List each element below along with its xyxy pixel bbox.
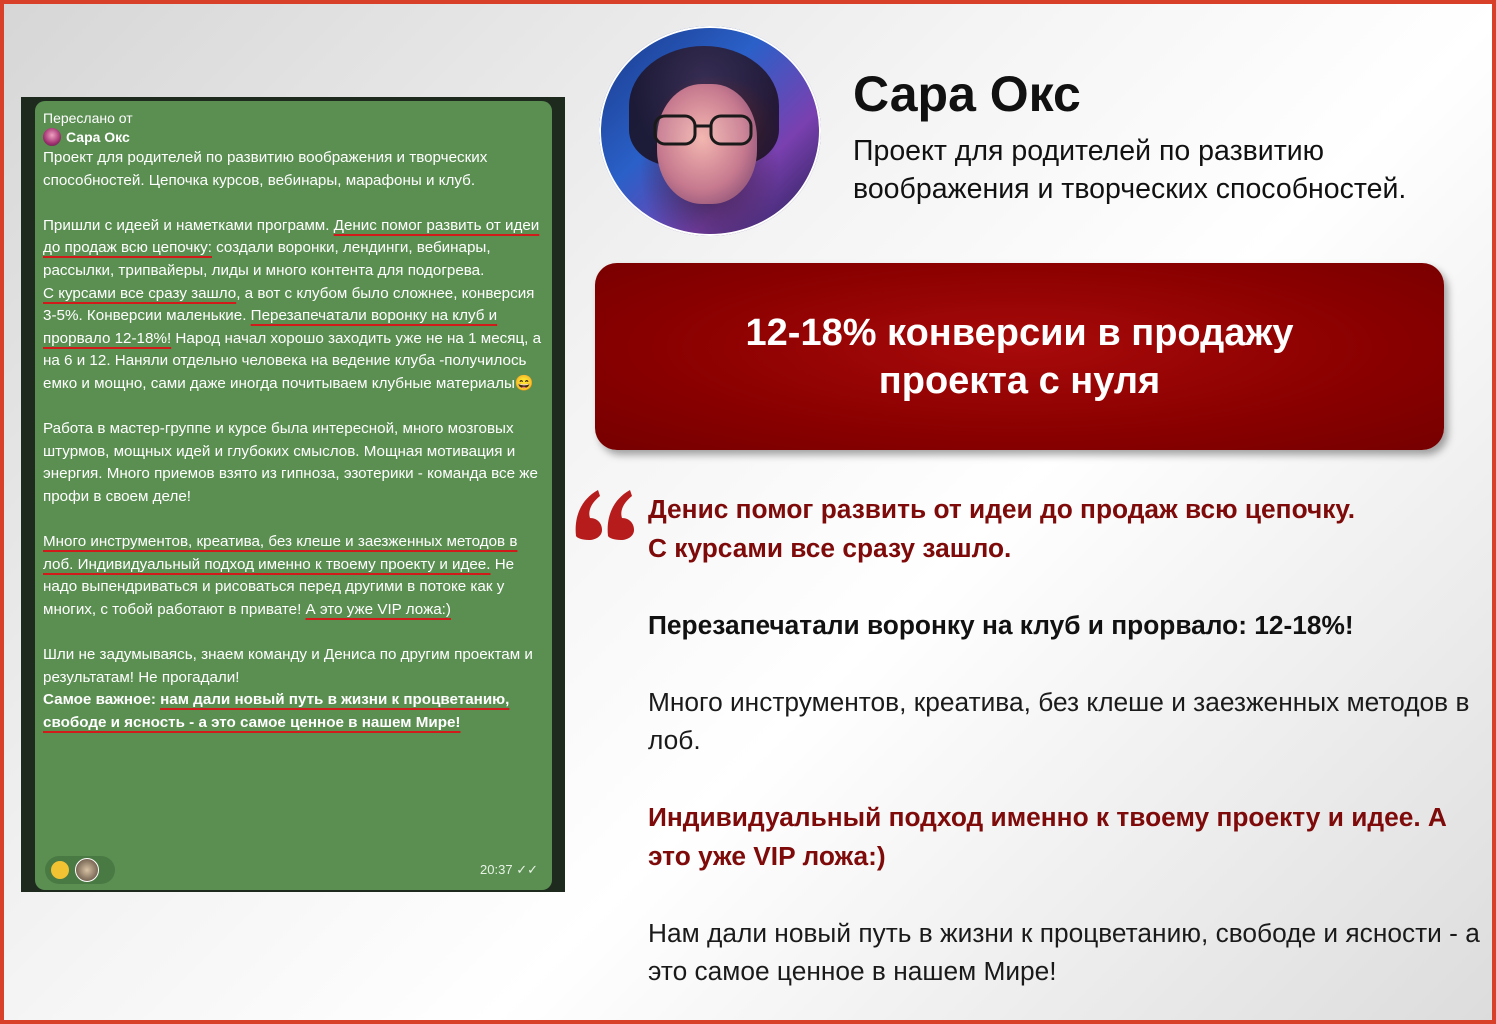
msg-underlined: С курсами все сразу зашло [43, 284, 237, 302]
msg-paragraph-3 [43, 283, 544, 396]
msg-underlined: Много инструментов, креатива, без клеше и заезженных методов в лоб. Индивидуальный подход именно к твоему проекту и идее. [43, 533, 518, 573]
avatar-glasses-icon [649, 110, 759, 150]
quote-line-4: Много инструментов, креатива, без клеше и заезженных методов в лоб. [648, 686, 1470, 755]
banner-line-1: 12-18% конверсии в продажу [745, 311, 1294, 354]
msg-underlined: А это уже VIP ложа:) [305, 600, 451, 618]
chat-message-text [43, 147, 544, 734]
msg-underlined: Перезапечатали воронку на клуб и прорвало 12-18%! [43, 307, 498, 347]
msg-text: Не надо выпендриваться и рисоваться перед другими в потоке как у многих, с тобой работают в привате! [43, 555, 515, 618]
quote-line-3: Перезапечатали воронку на клуб и прорвало: 12-18%! [648, 609, 1354, 640]
msg-text: Народ начал хорошо заходить уже не на 1 месяц, а на 6 и 12. Наняли отдельно человека на ведение клуба -получилось емко и мощно, сами даже иногда почитываем клубные материалы😄 [43, 329, 542, 392]
forwarded-author[interactable] [43, 127, 544, 147]
forwarded-label: Переслано от [43, 110, 133, 126]
banner-line-2: проекта с нуля [878, 359, 1161, 402]
message-time [480, 862, 538, 878]
quote-line-6: Нам дали новый путь в жизни к процветанию, свободе и ясности - а это самое ценное в нашем Мире! [648, 917, 1480, 986]
msg-paragraph-2 [43, 215, 544, 283]
msg-text: Пришли с идеей и наметками программ. [43, 216, 334, 234]
quote-line-2: С курсами все сразу зашло. [648, 532, 1012, 563]
testimonial-quote [648, 490, 1488, 991]
chat-message-bubble [35, 101, 552, 890]
profile-subtitle: Проект для родителей по развитию воображения и творческих способностей. [853, 135, 1407, 205]
quote-line-5: Индивидуальный подход именно к твоему проекту и идее. А это уже VIP ложа:) [648, 802, 1447, 871]
msg-paragraph-5 [43, 531, 544, 621]
msg-paragraph-4: Работа в мастер-группе и курсе была интересной, много мозговых штурмов, мощных идей и глубоких смыслов. Мощная мотивация и энергия. Много приемов взято из гипноза, эзотерики - команда все же профи в своем деле! [43, 420, 538, 505]
msg-paragraph-7 [43, 689, 544, 734]
read-check-icon: ✓✓ [516, 862, 538, 877]
chat-footer [45, 856, 538, 884]
profile-avatar [599, 26, 821, 236]
msg-paragraph-6: Шли не задумываясь, знаем команду и Дениса по другим проектам и результатам! Не прогадали! [43, 646, 533, 686]
reactor-avatar [75, 858, 99, 882]
message-reaction[interactable] [45, 856, 115, 884]
profile-name: Сара Окс [853, 66, 1081, 122]
time-text: 20:37 [480, 862, 513, 877]
msg-paragraph-1: Проект для родителей по развитию воображения и творческих способностей. Цепочка курсов, вебинары, марафоны и клуб. [43, 149, 488, 189]
msg-underlined: Денис помог развить от идеи до продаж всю цепочку: [43, 216, 540, 257]
result-banner [595, 263, 1444, 450]
msg-text: Самое важное: [43, 691, 161, 709]
banner-text [746, 309, 1294, 405]
clap-emoji-icon [51, 861, 69, 879]
msg-text: создали воронки, лендинги, вебинары, рассылки, трипвайеры, лиды и много контента для подогрева. [43, 239, 491, 279]
msg-text: , а вот с клубом было сложнее, конверсия 3-5%. Конверсии маленькие. [43, 284, 535, 325]
quote-line-1: Денис помог развить от идеи до продаж всю цепочку. [648, 494, 1356, 524]
author-name: Сара Окс [66, 129, 130, 145]
quote-mark-icon [572, 484, 636, 540]
chat-screenshot [21, 97, 565, 892]
author-avatar [43, 128, 61, 146]
msg-underlined: нам дали новый путь в жизни к процветанию, свободе и ясность - а это самое ценное в нашем Мире! [43, 691, 510, 731]
